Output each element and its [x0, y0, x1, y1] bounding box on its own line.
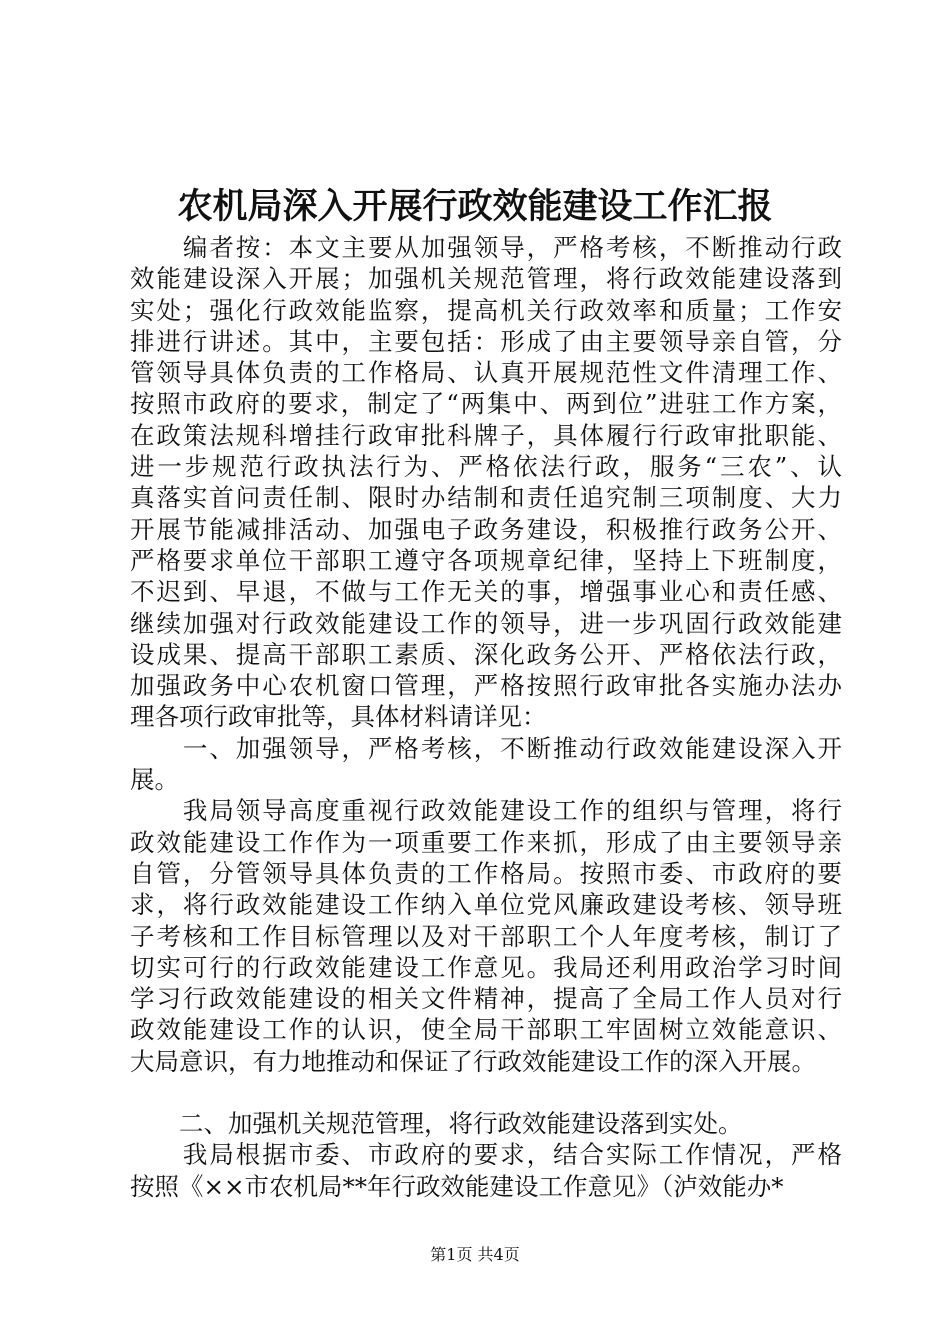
text-line: 严格要求单位干部职工遵守各项规章纪律，坚持上下班制度， [130, 545, 842, 575]
text-line: 不迟到、早退，不做与工作无关的事，增强事业心和责任感、 [130, 577, 842, 607]
section-heading-line: 一、加强领导，严格考核，不断推动行政效能建设深入开 [130, 733, 842, 763]
text-line: 学习行政效能建设的相关文件精神，提高了全局工作人员对行 [130, 984, 842, 1014]
text-line: 开展节能减排活动、加强电子政务建设，积极推行政务公开、 [130, 514, 842, 544]
text-line: 排进行讲述。其中，主要包括：形成了由主要领导亲自管，分 [130, 326, 842, 356]
text-line: 政效能建设工作的认识，使全局干部职工牢固树立效能意识、 [130, 1015, 842, 1045]
text-line: 我局领导高度重视行政效能建设工作的组织与管理，将行 [130, 796, 842, 826]
text-line: 我局根据市委、市政府的要求，结合实际工作情况，严格 [130, 1140, 842, 1170]
text-line: 继续加强对行政效能建设工作的领导，进一步巩固行政效能建 [130, 608, 842, 638]
text-line: 设成果、提高干部职工素质、深化政务公开、严格依法行政， [130, 639, 842, 669]
document-title: 农机局深入开展行政效能建设工作汇报 [177, 186, 773, 227]
document-body [130, 232, 842, 1202]
paragraph-gap [130, 1077, 842, 1108]
text-line: 真落实首问责任制、限时办结制和责任追究制三项制度、大力 [130, 483, 842, 513]
text-line: 自管，分管领导具体负责的工作格局。按照市委、市政府的要 [130, 858, 842, 888]
text-line: 子考核和工作目标管理以及对干部职工个人年度考核，制订了 [130, 921, 842, 951]
text-line: 编者按：本文主要从加强领导，严格考核，不断推动行政 [130, 233, 842, 262]
text-line: 切实可行的行政效能建设工作意见。我局还利用政治学习时间 [130, 952, 842, 982]
page-footer: 第1页 共4页 [430, 1245, 520, 1264]
text-line: 大局意识，有力地推动和保证了行政效能建设工作的深入开展。 [130, 1046, 816, 1076]
text-line: 进一步规范行政执法行为、严格依法行政，服务“三农”、认 [130, 452, 842, 482]
text-line: 按照市政府的要求，制定了“两集中、两到位”进驻工作方案， [130, 389, 842, 419]
text-line: 政效能建设工作作为一项重要工作来抓，形成了由主要领导亲 [130, 827, 842, 857]
text-line: 加强政务中心农机窗口管理，严格按照行政审批各实施办法办 [130, 671, 842, 701]
text-line: 按照《××市农机局**年行政效能建设工作意见》（泸效能办* [130, 1171, 784, 1201]
section-heading-line: 二、加强机关规范管理，将行政效能建设落到实处。 [130, 1109, 743, 1139]
text-line: 理各项行政审批等，具体材料请详见： [130, 702, 547, 732]
text-line: 效能建设深入开展；加强机关规范管理，将行政效能建设落到 [130, 264, 842, 294]
text-line: 求，将行政效能建设工作纳入单位党风廉政建设考核、领导班 [130, 890, 842, 920]
text-line: 在政策法规科增挂行政审批科牌子，具体履行行政审批职能、 [130, 420, 842, 450]
section-heading-line: 展。 [130, 765, 179, 795]
text-line: 实处；强化行政效能监察，提高机关行政效率和质量；工作安 [130, 295, 842, 325]
text-line: 管领导具体负责的工作格局、认真开展规范性文件清理工作、 [130, 358, 842, 388]
